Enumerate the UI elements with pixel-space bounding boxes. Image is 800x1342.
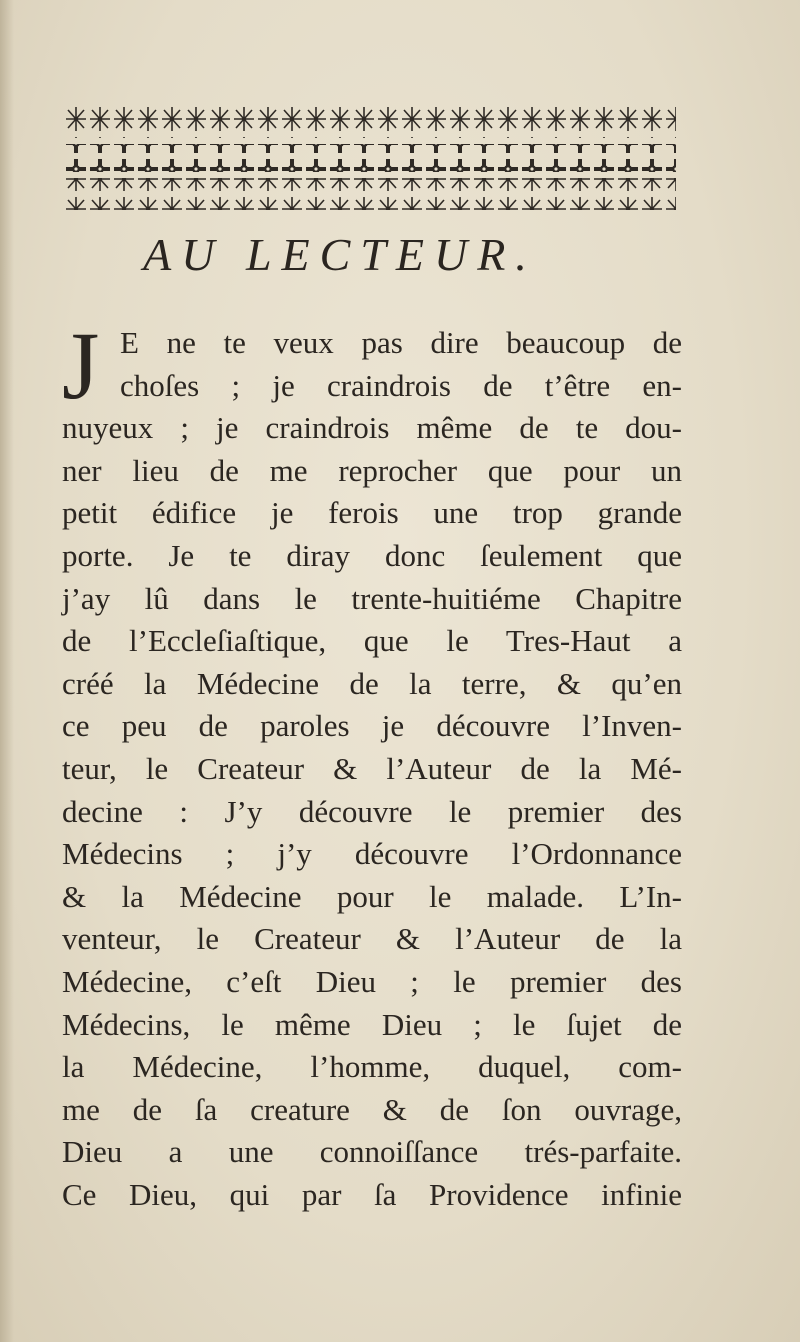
text-line: nuyeux ; je craindrois même de te dou-	[62, 410, 682, 446]
text-line: decine : J’y découvre le premier des	[62, 793, 682, 829]
text-line: la Médecine, l’homme, duquel, com-	[62, 1049, 682, 1085]
text-line: & la Médecine pour le malade. L’In-	[62, 878, 682, 914]
text-line: créé la Médecine de la terre, & qu’en	[62, 665, 682, 701]
text-line: j’ay lû dans le trente-huitiéme Chapitre	[62, 580, 682, 616]
text-line: de l’Eccleſiaſtique, que le Tres-Haut a	[62, 623, 682, 659]
body-text	[62, 322, 682, 1216]
text-line: porte. Je te diray donc ſeulement que	[62, 537, 682, 573]
text-line: E ne te veux pas dire beaucoup de	[120, 325, 682, 360]
text-line: Médecins ; j’y découvre l’Ordonnance	[62, 836, 682, 872]
ornament-band-icon	[64, 104, 676, 214]
text-line: Ce Dieu, qui par ſa Providence infinie	[62, 1176, 682, 1212]
text-line: ner lieu de me reprocher que pour un	[62, 452, 682, 488]
text-line: Dieu a une connoiſſance trés-parfaite.	[62, 1134, 682, 1170]
text-line: Médecine, c’eſt Dieu ; le premier des	[62, 963, 682, 999]
text-line: ce peu de paroles je découvre l’Inven-	[62, 708, 682, 744]
page-title: AU LECTEUR.	[143, 229, 537, 280]
text-line: teur, le Createur & l’Auteur de la Mé-	[62, 750, 682, 786]
text-line: choſes ; je craindrois de t’être en-	[120, 367, 682, 403]
text-line: venteur, le Createur & l’Auteur de la	[62, 921, 682, 957]
page-gutter-shadow	[0, 0, 14, 1342]
text-line: me de ſa creature & de ſon ouvrage,	[62, 1091, 682, 1127]
text-line: Médecins, le même Dieu ; le ſujet de	[62, 1006, 682, 1042]
drop-cap: J	[62, 312, 100, 419]
text-line: petit édifice je ferois une trop grande	[62, 495, 682, 531]
